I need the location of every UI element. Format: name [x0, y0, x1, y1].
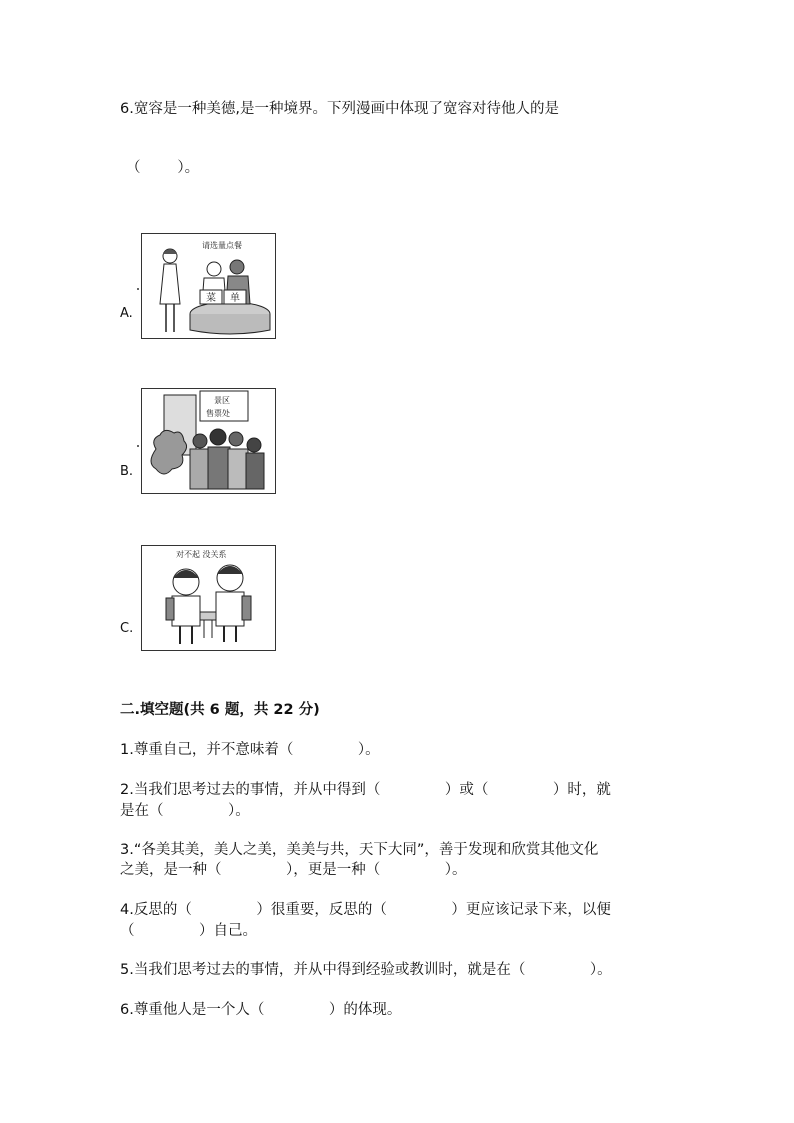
option-b-sign-line-1: 景区	[214, 396, 230, 405]
decorative-dot	[137, 445, 139, 447]
option-a-menu-char-1: 菜	[206, 293, 216, 304]
blank-item-5-line-1: 5.当我们思考过去的事情，并从中得到经验或教训时，就是在（ ）。	[120, 962, 612, 978]
option-b-sign-line-2: 售票处	[206, 409, 230, 418]
blank-item-2-line-1: 2.当我们思考过去的事情，并从中得到（ ）或（ ）时，就	[120, 782, 611, 798]
blank-item-3-line-2: 之美，是一种（ ），更是一种（ ）。	[120, 862, 467, 878]
blank-item-4-line-1: 4.反思的（ ）很重要，反思的（ ）更应该记录下来，以便	[120, 902, 611, 918]
option-c-cartoon[interactable]	[141, 545, 276, 651]
blank-item-3-line-1: 3.“各美其美，美人之美，美美与共，天下大同”，善于发现和欣赏其他文化	[120, 842, 599, 858]
option-a-menu-char-2: 单	[230, 293, 240, 304]
option-a-cartoon[interactable]	[141, 233, 276, 339]
blank-item-6-line-1: 6.尊重他人是一个人（ ）的体现。	[120, 1002, 402, 1018]
option-a-label[interactable]: A.	[120, 306, 133, 321]
decorative-dot	[137, 288, 139, 290]
question-6-stem-line-1: 6.宽容是一种美德,是一种境界。下列漫画中体现了宽容对待他人的是	[120, 101, 559, 117]
blank-item-4-line-2: （ ）自己。	[120, 923, 258, 939]
blank-item-1-line-1: 1.尊重自己，并不意味着（ ）。	[120, 742, 380, 758]
blank-item-2-line-2: 是在（ ）。	[120, 803, 250, 819]
question-6-stem-line-2: （ ）。	[126, 160, 200, 176]
option-b-label[interactable]: B.	[120, 464, 134, 479]
option-a-caption: 请选量点餐	[202, 241, 242, 250]
option-c-caption: 对不起 没关系	[176, 550, 227, 559]
option-b-cartoon[interactable]	[141, 388, 276, 494]
option-c-label[interactable]: C.	[120, 621, 134, 636]
section-2-heading: 二.填空题(共 6 题，共 22 分)	[120, 702, 320, 718]
